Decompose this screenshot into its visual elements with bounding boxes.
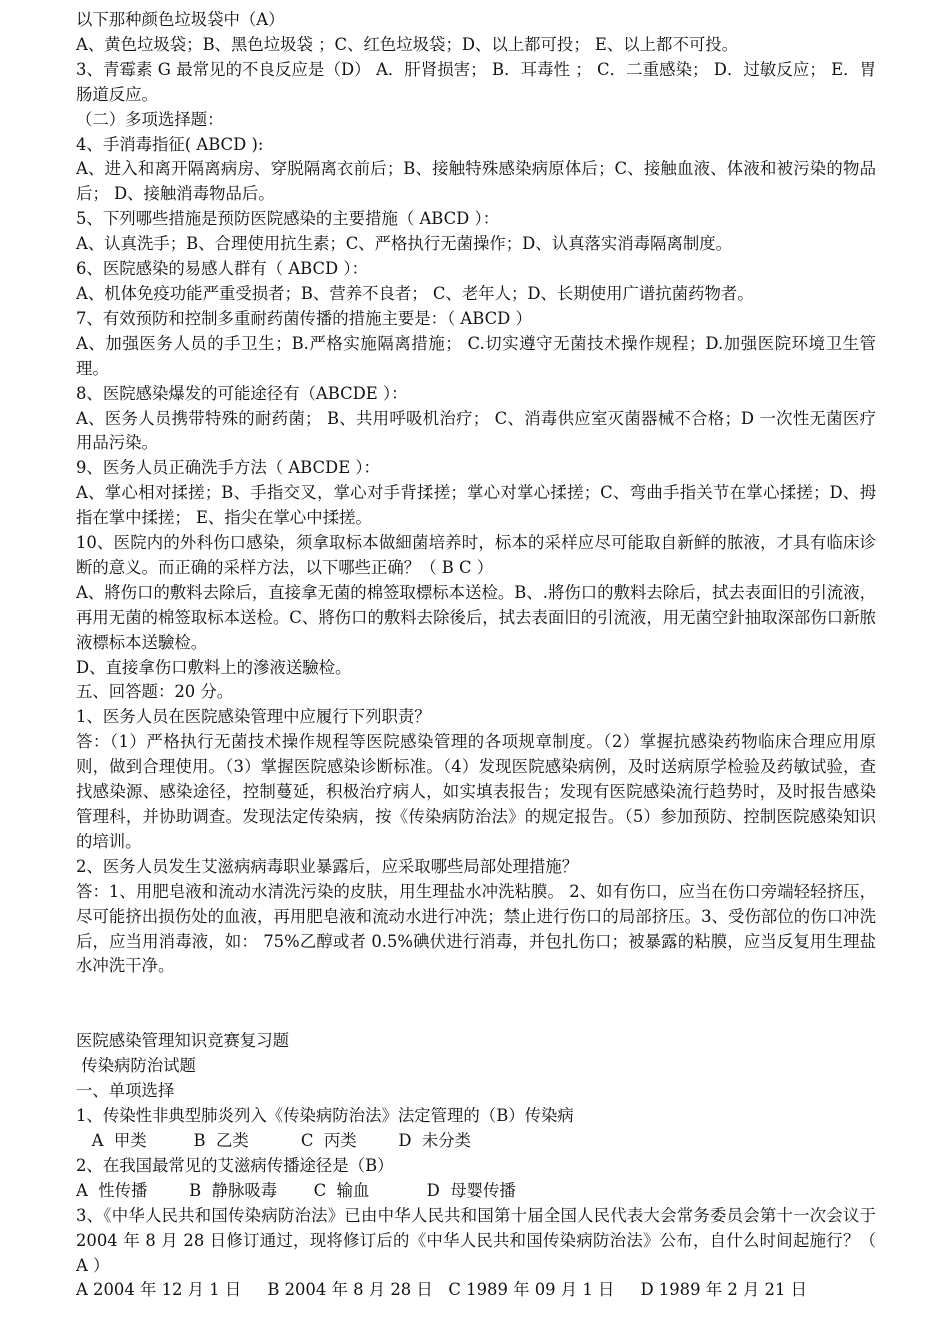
- section-gap: [76, 979, 876, 1029]
- document-title: 医院感染管理知识竞赛复习题: [76, 1031, 290, 1051]
- section-heading: 一、单项选择: [76, 1081, 175, 1101]
- question-line: 2、在我国最常见的艾滋病传播途径是（B）: [76, 1155, 394, 1175]
- question-line: 3、青霉素 G 最常见的不良反应是（D） A．肝肾损害； B．耳毒性 ； C．二重感染； D．过敏反应； E．胃肠道反应。: [76, 59, 876, 104]
- question-options: D、直接拿伤口敷料上的滲液送驗检。: [76, 657, 352, 677]
- section-heading: 五、回答题：20 分。: [76, 682, 234, 702]
- question-line: 9、医务人员正确洗手方法（ ABCDE ）：: [76, 458, 380, 478]
- question-options: A、认真洗手；B、合理使用抗生素；C、严格执行无菌操作；D、认真落实消毒隔离制度。: [76, 234, 733, 254]
- question-line: 1、医务人员在医院感染管理中应履行下列职责？: [76, 707, 431, 727]
- question-options: A 2004 年 12 月 1 日 B 2004 年 8 月 28 日 C 1989 年 09 月 1 日 D 1989 年 2 月 21 日: [76, 1280, 808, 1300]
- question-line: 6、医院感染的易感人群有（ ABCD ）：: [76, 259, 368, 279]
- question-line: 7、有效预防和控制多重耐药菌传播的措施主要是：（ ABCD ）: [76, 308, 532, 328]
- answer-paragraph: 答：1、用肥皂液和流动水清洗污染的皮肤，用生理盐水冲洗粘膜。 2、如有伤口，应当在伤口旁端轻轻挤压，尽可能挤出损伤处的血液，再用肥皂液和流动水进行冲洗；禁止进行伤口的局部挤压。3、受伤部位的伤口冲洗后，应当用消毒液，如： 75%乙醇或者 0.5%碘伏进行消毒，并包扎伤口；被暴露的粘膜，应当反复用生理盐水冲洗干净。: [76, 881, 876, 976]
- question-options: A、医务人员携带特殊的耐药菌； B、共用呼吸机治疗； C、消毒供应室灭菌器械不合格；D 一次性无菌医疗用品污染。: [76, 408, 876, 453]
- question-line: 5、下列哪些措施是预防医院感染的主要措施（ ABCD ）：: [76, 209, 500, 229]
- question-line: 以下那种颜色垃圾袋中（A）: [76, 10, 285, 29]
- answer-paragraph: 答：（1）严格执行无菌技术操作规程等医院感染管理的各项规章制度。（2）掌握抗感染药物临床合理应用原则，做到合理使用。（3）掌握医院感染诊断标准。（4）发现医院感染病例，及时送病原学检验及药敏试验，查找感染源、感染途径，控制蔓延，积极治疗病人，如实填表报告；发现有医院感染流行趋势时，及时报告感染管理科，并协助调查。发现法定传染病，按《传染病防治法》的规定报告。（5）参加预防、控制医院感染知识的培训。: [76, 732, 876, 851]
- question-options: A 甲类 B 乙类 C 丙类 D 未分类: [76, 1130, 472, 1150]
- question-options: A、黄色垃圾袋；B、黑色垃圾袋 ；C、红色垃圾袋；D、以上都可投； E、以上都不可投。: [76, 34, 739, 54]
- document-subtitle: 传染病防治试题: [76, 1056, 196, 1076]
- question-options: A、將伤口的敷料去除后，直接拿无菌的棉签取標标本送检。B、.將伤口的敷料去除后，拭去表面旧的引流液，再用无菌的棉签取标本送检。C、將伤口的敷料去除後后，拭去表面旧的引流液，用无菌空針抽取深部伤口新脓液標标本送驗检。: [76, 582, 876, 652]
- question-line: 4、手消毒指征( ABCD ):: [76, 134, 264, 154]
- question-options: A、进入和离开隔离病房、穿脱隔离衣前后；B、接触特殊感染病原体后；C、接触血液、体液和被污染的物品后； D、接触消毒物品后。: [76, 159, 876, 204]
- question-options: A、机体免疫功能严重受损者；B、营养不良者； C、老年人；D、长期使用广谱抗菌药物者。: [76, 283, 754, 303]
- question-line: 3、《中华人民共和国传染病防治法》已由中华人民共和国第十届全国人民代表大会常务委员会第十一次会议于 2004 年 8 月 28 日修订通过，现将修订后的《中华人民共和国传染病防治法》公布，自什么时间起施行？（ A ）: [76, 1205, 876, 1275]
- question-line: 10、医院内的外科伤口感染，须拿取标本做細菌培养时，标本的采样应尽可能取自新鲜的脓液，才具有临床诊断的意义。而正确的采样方法，以下哪些正确？（ B C ）: [76, 533, 876, 577]
- question-line: 1、传染性非典型肺炎列入《传染病防治法》法定管理的（B）传染病: [76, 1106, 574, 1126]
- section-heading: （二）多项选择题：: [76, 109, 224, 129]
- question-options: A、加强医务人员的手卫生；B.严格实施隔离措施； C.切实遵守无菌技术操作规程；D.加强医院环境卫生管理。: [76, 333, 876, 378]
- question-line: 8、医院感染爆发的可能途径有（ABCDE ）：: [76, 383, 408, 403]
- question-options: A 性传播 B 静脉吸毒 C 输血 D 母婴传播: [76, 1180, 516, 1200]
- document-page: [76, 8, 876, 1303]
- question-options: A、掌心相对揉搓；B、手指交叉，掌心对手背揉搓；掌心对掌心揉搓；C、弯曲手指关节在掌心揉搓；D、拇指在掌中揉搓； E、指尖在掌心中揉搓。: [76, 483, 876, 528]
- question-line: 2、医务人员发生艾滋病病毒职业暴露后，应采取哪些局部处理措施？: [76, 856, 579, 876]
